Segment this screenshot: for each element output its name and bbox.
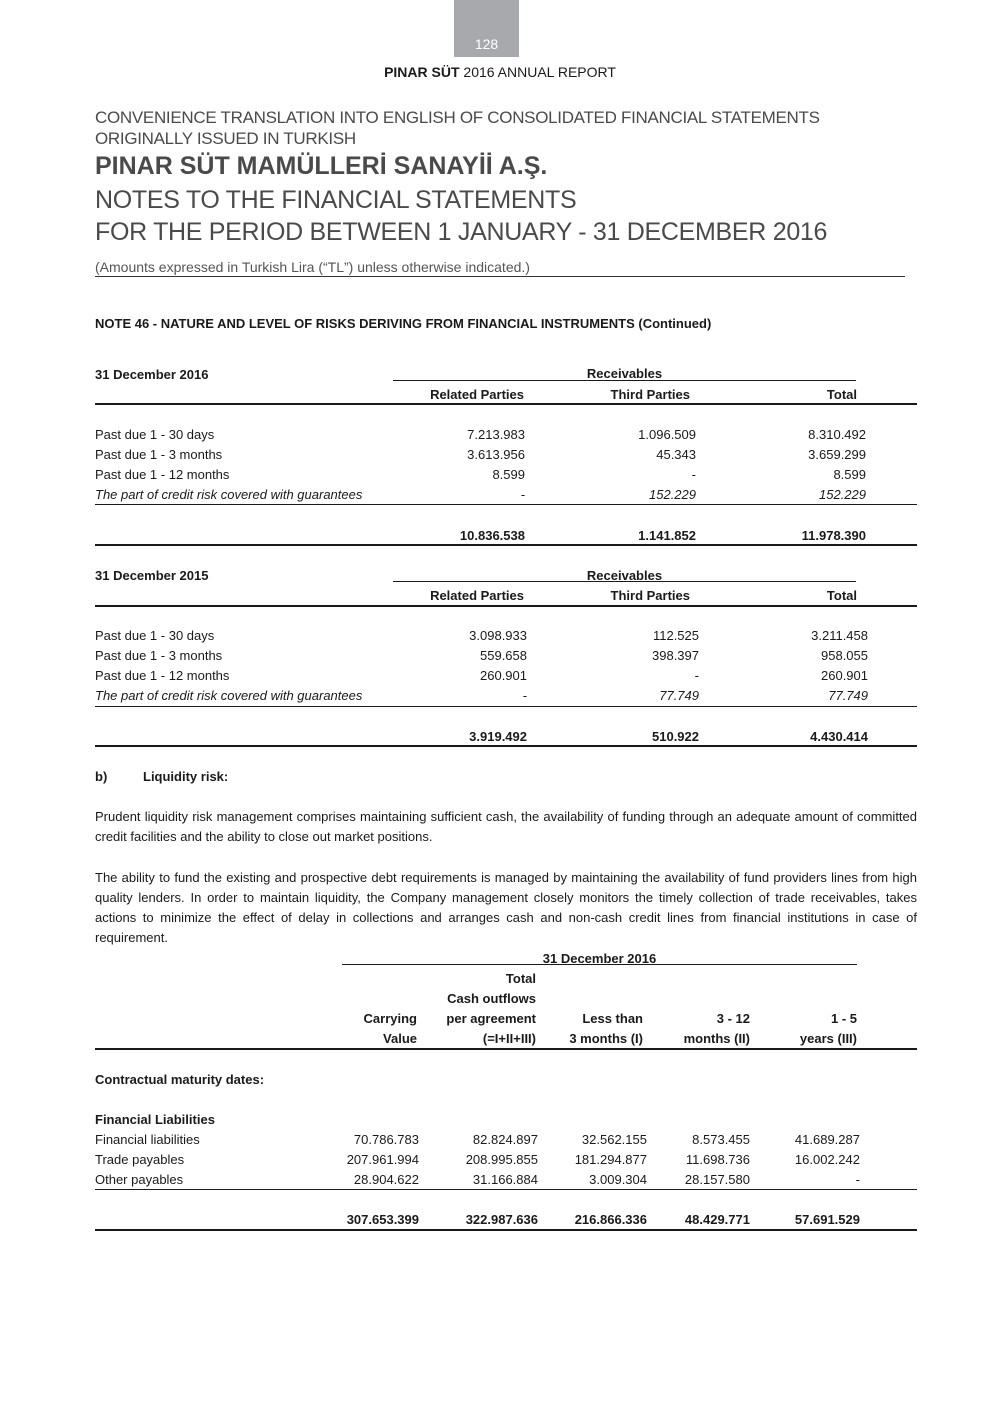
cell: 31.166.884 [472, 1172, 538, 1187]
subtotal-rule [95, 504, 917, 505]
cell: 8.573.455 [692, 1132, 750, 1147]
amounts-note: (Amounts expressed in Turkish Lira (“TL”) unless otherwise indicated.) [95, 259, 530, 275]
total-cell: 1.141.852 [638, 528, 696, 543]
section-heading: Liquidity risk: [143, 769, 229, 784]
row-label: The part of credit risk covered with guarantees [95, 688, 363, 703]
report-brand: PINAR SÜT [384, 64, 460, 80]
cell: 8.599 [492, 467, 525, 482]
section-letter: b) [95, 769, 108, 784]
paragraph: The ability to fund the existing and prospective debt requirements is managed by maintaining the availability of fund providers lines from high quality lenders. In order to maintain liquidity, the Company management closely monitors the timely collection of trade receivables, takes actions to minimize the effect of delay in collections and arranges cash and non-cash credit lines from financial institutions in case of requirement. [95, 870, 917, 945]
col-header: (=I+II+III) [482, 1031, 536, 1046]
cell: 70.786.783 [353, 1132, 419, 1147]
cell: 207.961.994 [346, 1152, 419, 1167]
total-cell: 322.987.636 [465, 1212, 538, 1227]
cell: 16.002.242 [794, 1152, 860, 1167]
report-title [0, 64, 1000, 80]
row-label: Past due 1 - 30 days [95, 628, 215, 643]
total-cell: 510.922 [652, 729, 699, 744]
total-cell: 57.691.529 [794, 1212, 860, 1227]
col-header: 3 months (I) [569, 1031, 643, 1046]
group-header: 31 December 2016 [542, 951, 657, 966]
cell: 3.659.299 [808, 447, 866, 462]
cell: 152.229 [649, 487, 696, 502]
report-name: 2016 ANNUAL REPORT [463, 64, 616, 80]
cell: 3.009.304 [589, 1172, 647, 1187]
cell: 181.294.877 [574, 1152, 647, 1167]
cell: 28.157.580 [684, 1172, 750, 1187]
header-line-2: ORIGINALLY ISSUED IN TURKISH [95, 129, 356, 148]
col-header: Third Parties [610, 387, 690, 402]
table-date: 31 December 2015 [95, 568, 209, 583]
row-label: Past due 1 - 12 months [95, 668, 230, 683]
total-cell: 11.978.390 [801, 528, 866, 543]
col-header: Related Parties [430, 387, 524, 402]
cell: 3.098.933 [469, 628, 527, 643]
col-header: Third Parties [610, 588, 690, 603]
row-label: Past due 1 - 3 months [95, 648, 223, 663]
cell: 958.055 [821, 648, 868, 663]
total-cell: 4.430.414 [810, 729, 868, 744]
total-cell: 3.919.492 [469, 729, 527, 744]
cell: 260.901 [821, 668, 868, 683]
row-label: Past due 1 - 30 days [95, 427, 215, 442]
total-cell: 216.866.336 [574, 1212, 647, 1227]
total-cell: 307.653.399 [346, 1212, 419, 1227]
row-label: Past due 1 - 3 months [95, 447, 223, 462]
header-rule [95, 1048, 917, 1050]
row-label: Financial liabilities [95, 1132, 200, 1147]
col-header: Total [826, 387, 857, 402]
col-header: Related Parties [430, 588, 524, 603]
page-number-tab [454, 0, 519, 57]
col-header: Total [505, 971, 536, 986]
cell: 208.995.855 [465, 1152, 538, 1167]
total-rule [95, 745, 917, 747]
col-header: per agreement [446, 1011, 536, 1026]
cell: 260.901 [480, 668, 527, 683]
cell: 8.599 [833, 467, 866, 482]
cell: - [694, 668, 699, 683]
col-header: Total [826, 588, 857, 603]
cell: - [522, 688, 527, 703]
cell: - [520, 487, 525, 502]
row-label: The part of credit risk covered with guarantees [95, 487, 363, 502]
col-header: 1 - 5 [830, 1011, 857, 1026]
row-label: Trade payables [95, 1152, 185, 1167]
group-underline [342, 964, 857, 965]
header-line-1: CONVENIENCE TRANSLATION INTO ENGLISH OF CONSOLIDATED FINANCIAL STATEMENTS [95, 108, 820, 127]
subtotal-rule [95, 706, 917, 707]
row-label: Past due 1 - 12 months [95, 467, 230, 482]
group-header: Receivables [586, 568, 663, 583]
cell: 45.343 [656, 447, 696, 462]
cell: - [855, 1172, 860, 1187]
cell: 7.213.983 [467, 427, 525, 442]
table-date: 31 December 2016 [95, 367, 209, 382]
col-header: months (II) [683, 1031, 750, 1046]
page-number: 128 [474, 36, 499, 52]
cell: 8.310.492 [808, 427, 866, 442]
col-header: Carrying [363, 1011, 417, 1026]
note-title: NOTE 46 - NATURE AND LEVEL OF RISKS DERIVING FROM FINANCIAL INSTRUMENTS (Continued) [95, 316, 712, 331]
cell: 77.749 [659, 688, 699, 703]
paragraph: Prudent liquidity risk management comprises maintaining sufficient cash, the availability of funding through an adequate amount of committed credit facilities and the ability to close out market positions. [95, 809, 917, 844]
col-header: Value [383, 1031, 417, 1046]
cell: 559.658 [480, 648, 527, 663]
company-name: PINAR SÜT MAMÜLLERİ SANAYİİ A.Ş. [95, 152, 548, 180]
total-cell: 48.429.771 [684, 1212, 750, 1227]
cell: 152.229 [819, 487, 866, 502]
header-rule [95, 605, 917, 607]
header-line-4: FOR THE PERIOD BETWEEN 1 JANUARY - 31 DECEMBER 2016 [95, 218, 828, 246]
subtotal-rule [95, 1189, 917, 1190]
group-header: Receivables [586, 366, 663, 381]
col-header: years (III) [799, 1031, 857, 1046]
cell: 1.096.509 [638, 427, 696, 442]
group-underline [393, 380, 856, 381]
total-rule [95, 1229, 917, 1231]
cell: 112.525 [652, 628, 699, 643]
header-rule [95, 403, 917, 405]
cell: 11.698.736 [685, 1152, 750, 1167]
section-label: Contractual maturity dates: [95, 1072, 265, 1087]
total-rule [95, 544, 917, 546]
subsection-label: Financial Liabilities [95, 1112, 215, 1127]
cell: 82.824.897 [472, 1132, 538, 1147]
cell: 3.613.956 [467, 447, 525, 462]
col-header: Cash outflows [447, 991, 536, 1006]
total-cell: 10.836.538 [459, 528, 525, 543]
header-line-3: NOTES TO THE FINANCIAL STATEMENTS [95, 186, 577, 214]
cell: 398.397 [652, 648, 699, 663]
col-header: 3 - 12 [716, 1011, 750, 1026]
row-label: Other payables [95, 1172, 184, 1187]
cell: - [691, 467, 696, 482]
cell: 32.562.155 [581, 1132, 647, 1147]
group-underline [393, 581, 856, 582]
col-header: Less than [582, 1011, 643, 1026]
cell: 77.749 [828, 688, 868, 703]
cell: 41.689.287 [794, 1132, 860, 1147]
cell: 28.904.622 [353, 1172, 419, 1187]
cell: 3.211.458 [811, 628, 868, 643]
header-divider [95, 276, 905, 277]
